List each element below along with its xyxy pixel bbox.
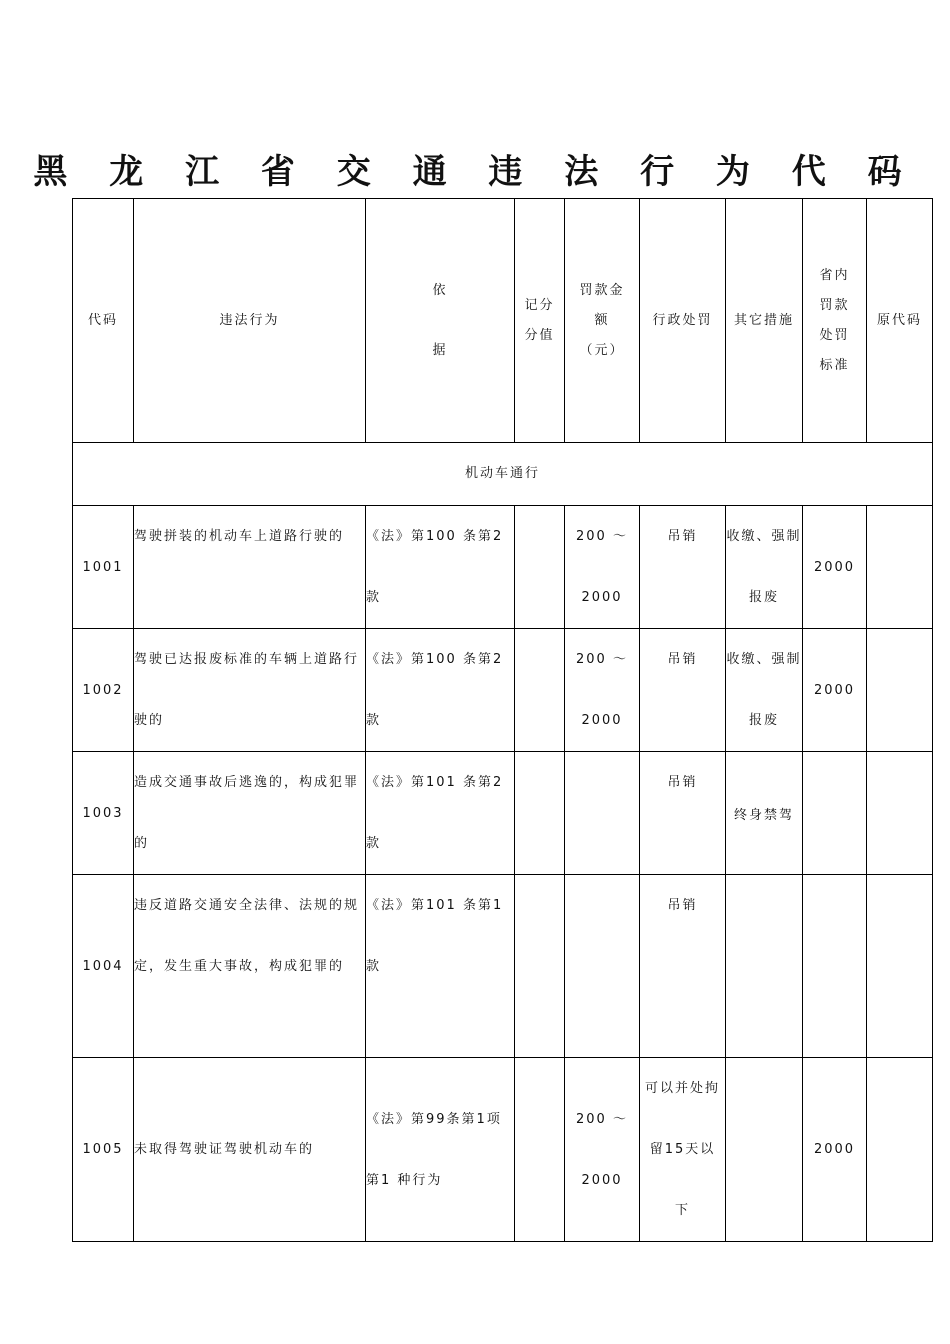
header-fine-line3: （元）: [579, 342, 625, 358]
cell-prov: 2000: [803, 1058, 867, 1242]
header-old-code: 原代码: [867, 199, 933, 443]
header-row: [73, 199, 933, 443]
cell-behavior: 造成交通事故后逃逸的，构成犯罪的: [134, 752, 366, 875]
cell-old-code: [867, 506, 933, 629]
table-row: [73, 875, 933, 1058]
cell-other: 收缴、强制报废: [726, 629, 803, 752]
cell-basis: 《法》第100 条第2 款: [366, 506, 515, 629]
header-points-line1: 记分: [524, 297, 555, 313]
cell-behavior: 驾驶拼装的机动车上道路行驶的: [134, 506, 366, 629]
cell-other: [726, 875, 803, 1058]
cell-old-code: [867, 629, 933, 752]
header-points: [515, 199, 565, 443]
cell-code: 1001: [73, 506, 134, 629]
cell-behavior: 违反道路交通安全法律、法规的规定，发生重大事故，构成犯罪的: [134, 875, 366, 1058]
header-prov-line2: 罚款: [819, 297, 850, 313]
header-basis-line2: 据: [432, 342, 448, 358]
cell-other: 收缴、强制报废: [726, 506, 803, 629]
cell-points: [515, 1058, 565, 1242]
violation-code-table: [72, 198, 933, 1242]
page-title: 黑 龙 江 省 交 通 违 法 行 为 代 码: [33, 152, 917, 192]
cell-admin: 吊销: [640, 506, 726, 629]
cell-code: 1004: [73, 875, 134, 1058]
cell-points: [515, 506, 565, 629]
cell-prov: [803, 875, 867, 1058]
cell-admin: 吊销: [640, 875, 726, 1058]
header-code: 代码: [73, 199, 134, 443]
table-row: [73, 752, 933, 875]
section-title: 机动车通行: [73, 443, 933, 506]
cell-code: 1005: [73, 1058, 134, 1242]
cell-fine: [565, 752, 640, 875]
cell-code: 1003: [73, 752, 134, 875]
cell-points: [515, 875, 565, 1058]
cell-admin: 吊销: [640, 752, 726, 875]
header-points-line2: 分值: [524, 327, 555, 343]
cell-old-code: [867, 1058, 933, 1242]
header-basis-line1: 依: [432, 282, 448, 298]
cell-other: 终身禁驾: [726, 752, 803, 875]
cell-points: [515, 629, 565, 752]
cell-basis: 《法》第99条第1项第1 种行为: [366, 1058, 515, 1242]
cell-basis: 《法》第101 条第1 款: [366, 875, 515, 1058]
table-row: [73, 629, 933, 752]
cell-other: [726, 1058, 803, 1242]
table-row: [73, 1058, 933, 1242]
cell-old-code: [867, 875, 933, 1058]
cell-admin: 可以并处拘留15天以下: [640, 1058, 726, 1242]
table-row: [73, 506, 933, 629]
header-prov-line1: 省内: [819, 267, 850, 283]
header-basis: [366, 199, 515, 443]
cell-code: 1002: [73, 629, 134, 752]
cell-fine: 200 ～ 2000: [565, 1058, 640, 1242]
cell-admin: 吊销: [640, 629, 726, 752]
cell-fine: 200 ～ 2000: [565, 506, 640, 629]
header-prov-line4: 标准: [819, 357, 850, 373]
cell-prov: 2000: [803, 629, 867, 752]
cell-basis: 《法》第100 条第2 款: [366, 629, 515, 752]
cell-prov: [803, 752, 867, 875]
header-fine: [565, 199, 640, 443]
cell-old-code: [867, 752, 933, 875]
section-row: [73, 443, 933, 506]
header-admin: 行政处罚: [640, 199, 726, 443]
cell-behavior: 未取得驾驶证驾驶机动车的: [134, 1058, 366, 1242]
cell-fine: 200 ～ 2000: [565, 629, 640, 752]
header-other: 其它措施: [726, 199, 803, 443]
cell-fine: [565, 875, 640, 1058]
header-prov: [803, 199, 867, 443]
header-fine-line1: 罚款金: [579, 282, 625, 298]
cell-basis: 《法》第101 条第2 款: [366, 752, 515, 875]
cell-behavior: 驾驶已达报废标准的车辆上道路行驶的: [134, 629, 366, 752]
header-behavior: 违法行为: [134, 199, 366, 443]
header-prov-line3: 处罚: [819, 327, 850, 343]
cell-prov: 2000: [803, 506, 867, 629]
cell-points: [515, 752, 565, 875]
header-fine-line2: 额: [594, 312, 610, 328]
